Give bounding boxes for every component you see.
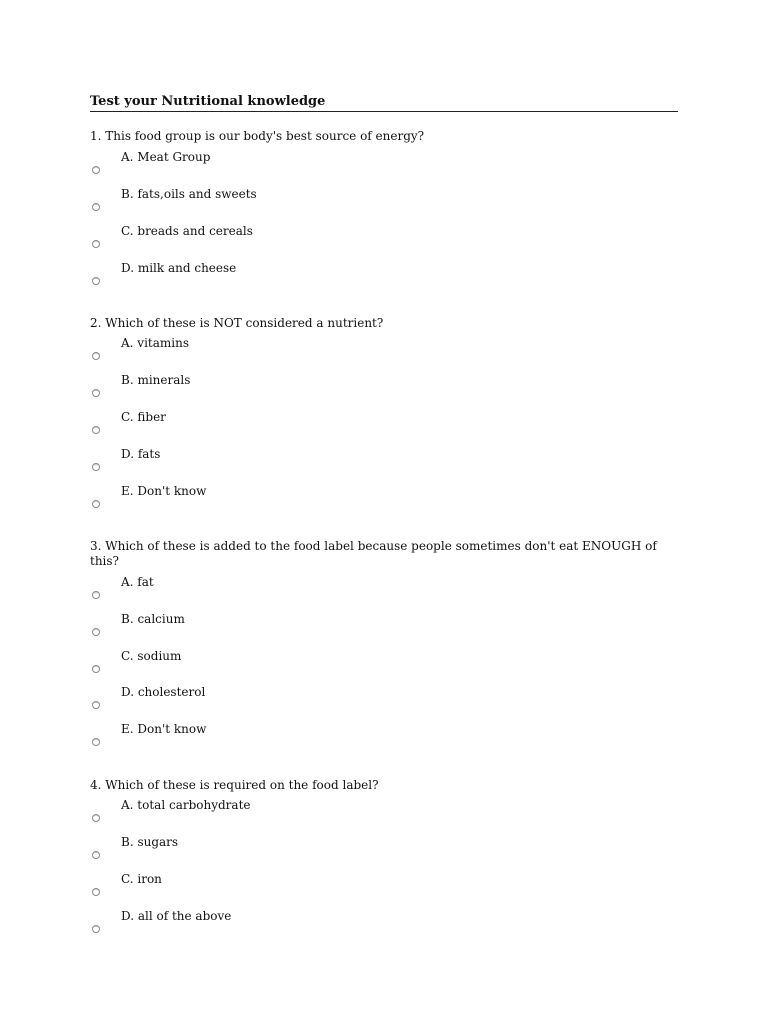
q1-option-a-label: A. Meat Group [121, 150, 211, 164]
q4-option-a-label: A. total carbohydrate [121, 798, 251, 812]
q4-option-c-label: C. iron [121, 872, 162, 886]
q3-option-d-label: D. cholesterol [121, 685, 206, 699]
q1-option-d-radio[interactable] [92, 277, 100, 285]
q3-option-a-label: A. fat [121, 575, 154, 589]
q3-option-e-label: E. Don't know [121, 722, 207, 736]
q4-option-c-radio[interactable] [92, 888, 100, 896]
q2-option-c-label: C. fiber [121, 410, 166, 424]
q3-option-b-label: B. calcium [121, 612, 185, 626]
q2-option-d-radio[interactable] [92, 463, 100, 471]
q4-option-d-label: D. all of the above [121, 909, 232, 923]
q4-option-b-label: B. sugars [121, 835, 179, 849]
q1-option-c-radio[interactable] [92, 240, 100, 248]
q2-option-a-radio[interactable] [92, 352, 100, 360]
q3-option-b-radio[interactable] [92, 628, 100, 636]
q3-option-a-radio[interactable] [92, 591, 100, 599]
q3-option-c-label: C. sodium [121, 649, 182, 663]
q2-option-b-label: B. minerals [121, 373, 191, 387]
q4-option-a-radio[interactable] [92, 814, 100, 822]
q4-option-d-radio[interactable] [92, 925, 100, 933]
question-3-text: 3. Which of these is added to the food label because people sometimes don't eat ENOUGH of this? [90, 539, 657, 568]
question-1-text: 1. This food group is our body's best source of energy? [90, 129, 425, 143]
q1-option-d-label: D. milk and cheese [121, 261, 237, 275]
q4-option-b-radio[interactable] [92, 851, 100, 859]
question-4-text: 4. Which of these is required on the food label? [90, 778, 379, 792]
q2-option-c-radio[interactable] [92, 426, 100, 434]
q1-option-b-radio[interactable] [92, 203, 100, 211]
q2-option-a-label: A. vitamins [121, 336, 189, 350]
q2-option-e-radio[interactable] [92, 500, 100, 508]
page-title: Test your Nutritional knowledge [90, 94, 326, 109]
q2-option-e-label: E. Don't know [121, 484, 207, 498]
q2-option-b-radio[interactable] [92, 389, 100, 397]
question-2-text: 2. Which of these is NOT considered a nutrient? [90, 316, 384, 330]
q2-option-d-label: D. fats [121, 447, 161, 461]
q3-option-c-radio[interactable] [92, 665, 100, 673]
q3-option-e-radio[interactable] [92, 738, 100, 746]
q3-option-d-radio[interactable] [92, 701, 100, 709]
q1-option-b-label: B. fats,oils and sweets [121, 187, 257, 201]
title-underline [90, 94, 678, 112]
q1-option-a-radio[interactable] [92, 166, 100, 174]
q1-option-c-label: C. breads and cereals [121, 224, 253, 238]
